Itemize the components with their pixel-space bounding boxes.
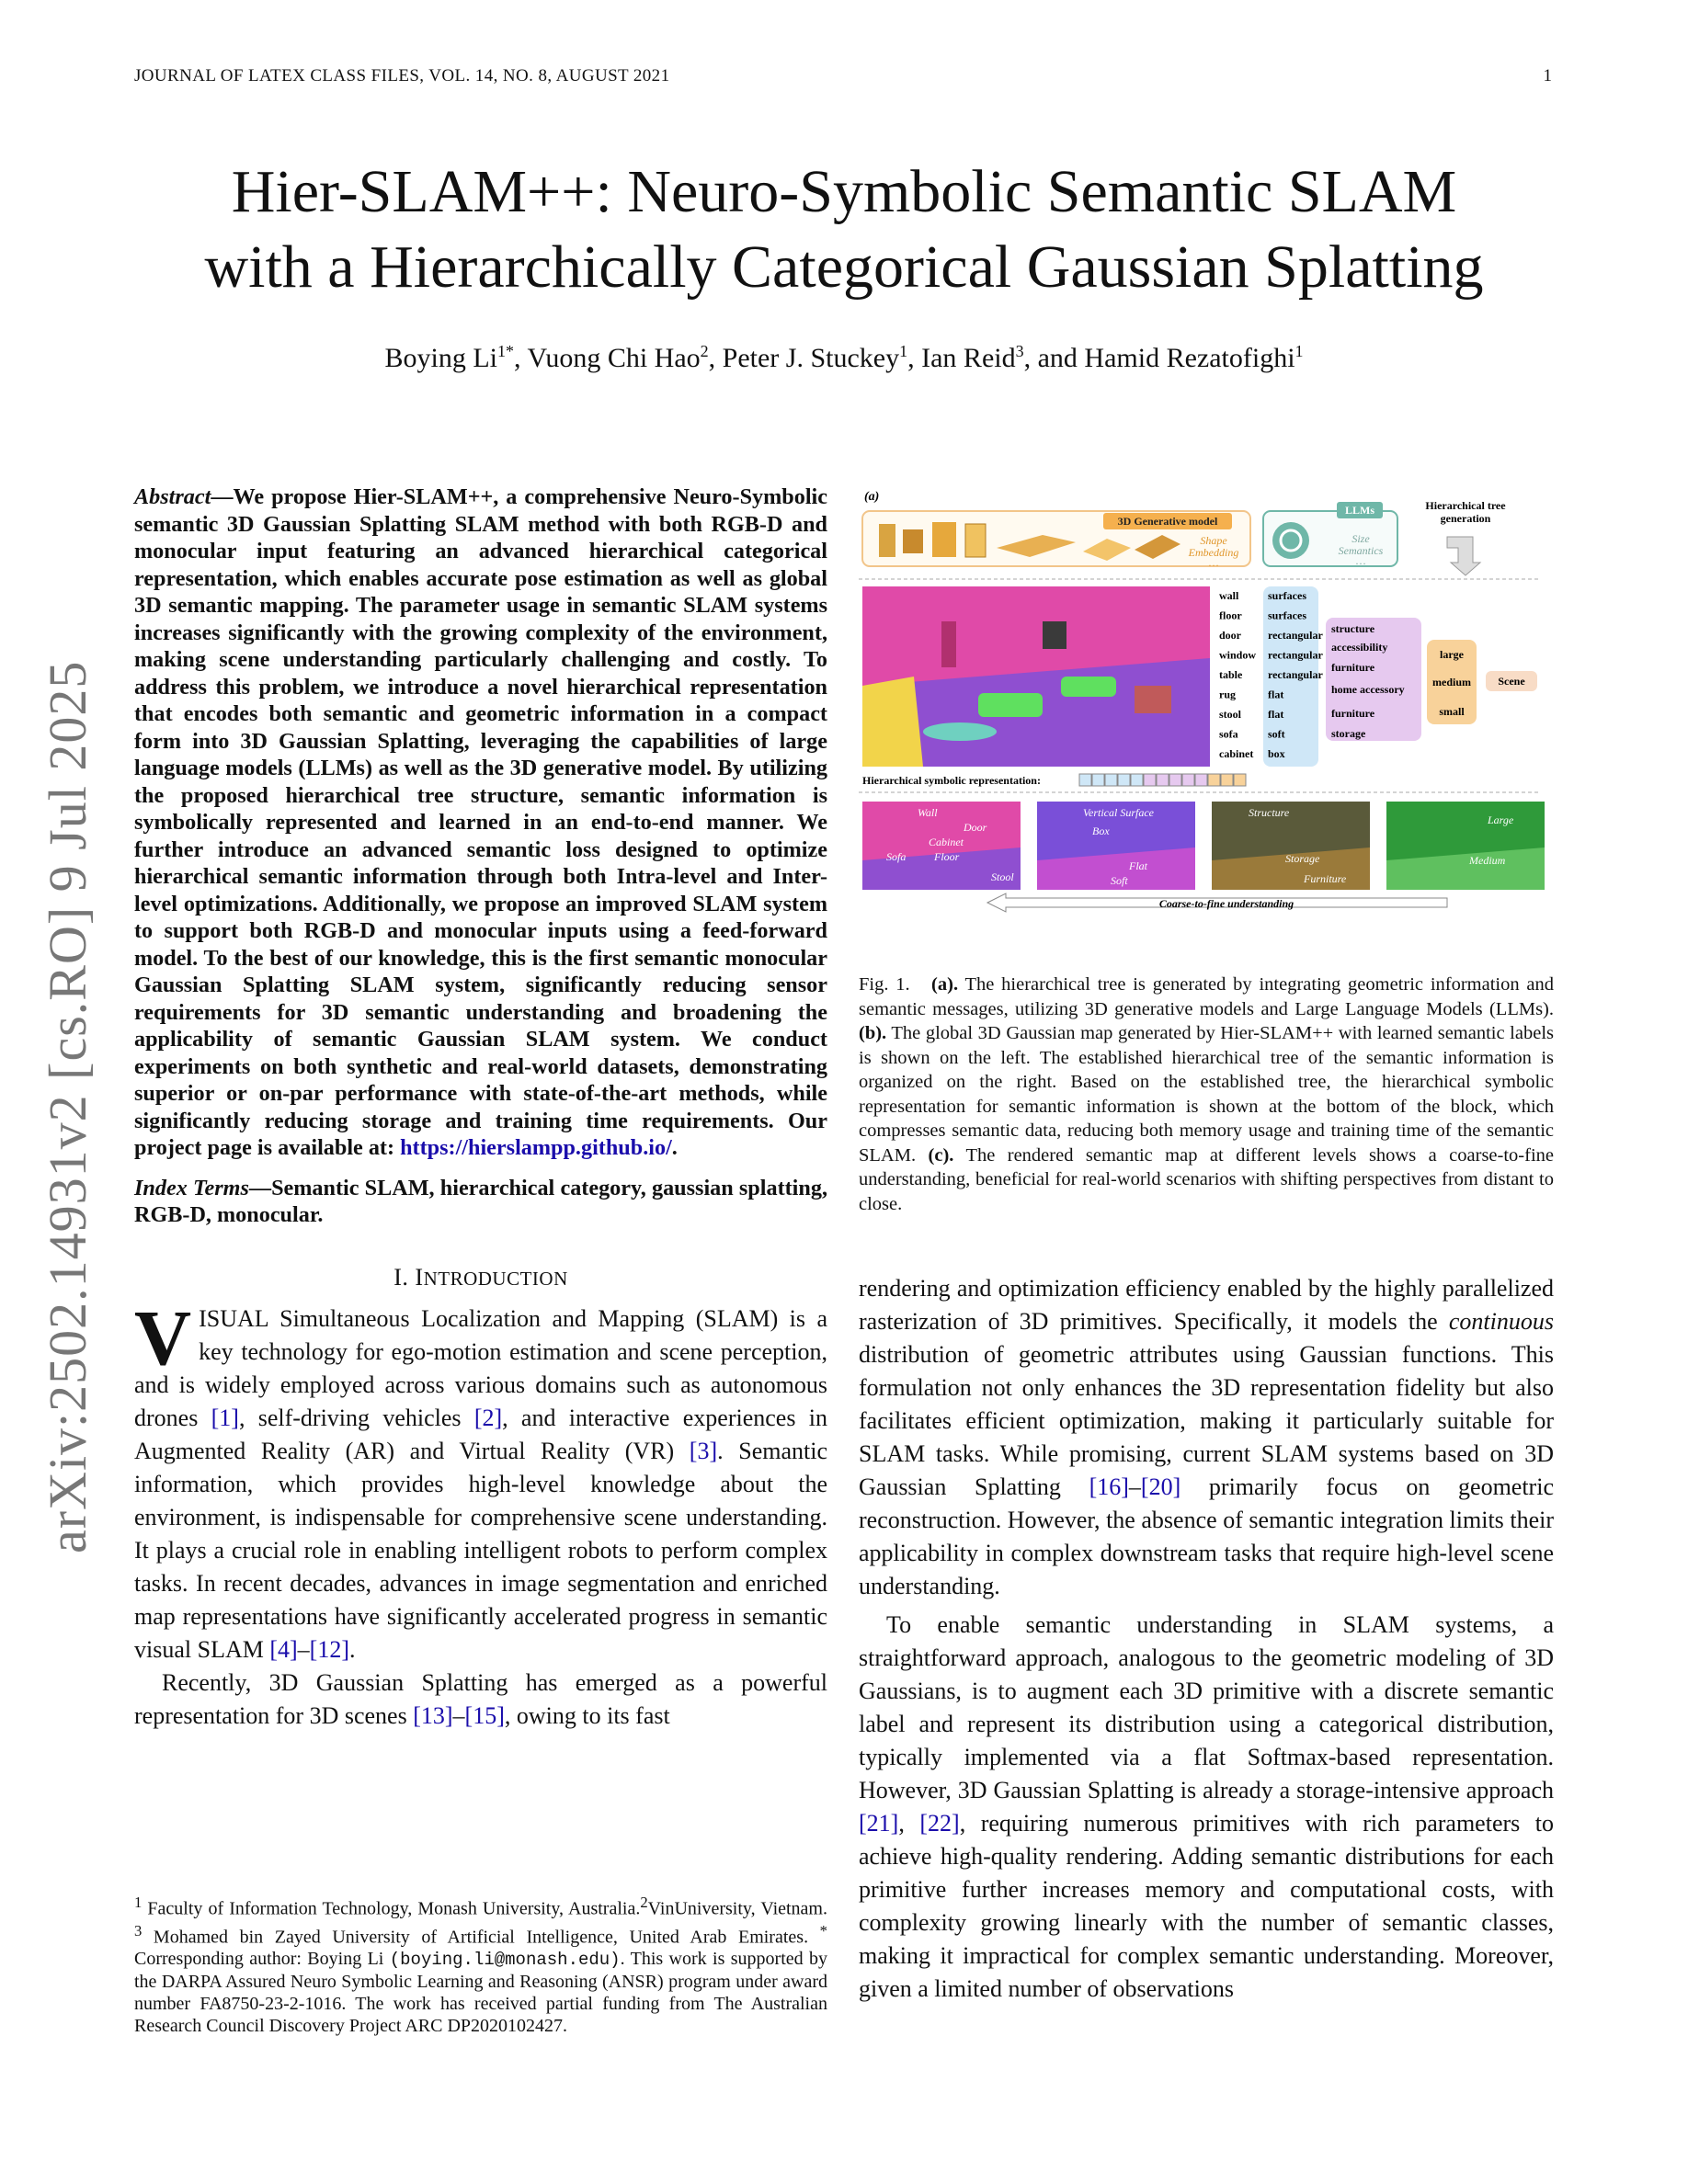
furniture-thumbnail <box>903 529 923 553</box>
abstract-text: —We propose Hier-SLAM++, a comprehensive Neuro-Symbolic semantic 3D Gaussian Splatting SLAM method with both RGB-D and monocular input featuring an advanced hierarchical categorical representation, which enables accurate pose estimation as well as global 3D semantic mapping. The parameter usage in semantic SLAM systems increases significantly with the growing complexity of the environment, making scene understanding particularly challenging and costly. To address this problem, we introduce a novel hierarchical representation that encodes both semantic and geometric information in a compact form into 3D Gaussian Splatting, leveraging the capabilities of large language models (LLMs) as well as the 3D generative model. By utilizing the proposed hierarchical tree structure, semantic information is symbolically represented and learned in an end-to-end manner. We further introduce an advanced semantic loss designed to optimize hierarchical semantic information through both Intra-level and Inter-level optimizations. Additionally, we propose an improved SLAM system to support both RGB-D and monocular inputs using a feed-forward model. To the best of our knowledge, this is the first semantic monocular Gaussian Splatting SLAM system, significantly reducing sensor requirements for 3D semantic understanding and broadening the applicability of semantic Gaussian SLAM system. We conduct experiments on both synthetic and real-world datasets, demonstrating superior or on-par performance with state-of-the-art methods, while significantly reducing storage and training time requirements. Our project page is available at: <box>134 484 827 1160</box>
render-label: Cabinet <box>929 836 964 848</box>
footnote-text: Mohamed bin Zayed University of Artificial Intelligence, United Arab Emirates. <box>142 1927 820 1948</box>
tree-leaf-label: cabinet <box>1219 747 1254 760</box>
symbolic-cell <box>1169 774 1181 786</box>
map-object <box>862 677 923 767</box>
figure-1-graphic <box>859 483 1554 916</box>
footnote-mark: 1 <box>134 1894 143 1911</box>
author: Hamid Rezatofighi <box>1084 343 1295 373</box>
symbolic-cell <box>1105 774 1117 786</box>
symbolic-cell <box>1234 774 1246 786</box>
size-semantics-ellipsis: … <box>1355 554 1366 567</box>
map-object <box>923 722 997 741</box>
tree-level-1-label: soft <box>1268 727 1285 741</box>
section-title-first: I <box>415 1263 424 1291</box>
scene-label: Scene <box>1498 675 1525 688</box>
caption-part-label: (c). <box>928 1144 954 1166</box>
caption-prefix: Fig. 1. <box>859 974 910 995</box>
tree-level-2-label: furniture <box>1331 707 1375 720</box>
symbolic-cell <box>1079 774 1091 786</box>
abstract-end: . <box>671 1135 678 1160</box>
tree-level-2-label: storage <box>1331 727 1366 740</box>
render-label: Structure <box>1249 806 1290 819</box>
render-label: Floor <box>934 850 960 863</box>
tree-generation-label: generation <box>1440 512 1491 525</box>
abstract <box>134 483 827 1162</box>
figure-1 <box>859 483 1554 916</box>
tree-leaf-label: floor <box>1219 609 1242 622</box>
generative-model-label: 3D Generative model <box>1117 515 1218 528</box>
project-page-link[interactable]: https://hierslampp.github.io/ <box>400 1135 672 1160</box>
render-label: Sofa <box>886 850 907 863</box>
citation-link[interactable]: [21] <box>859 1810 899 1837</box>
section-number: I. <box>393 1263 409 1291</box>
index-terms-label: Index Terms <box>134 1175 249 1200</box>
render-label: Furniture <box>1304 872 1347 885</box>
symbolic-cell <box>1182 774 1194 786</box>
author: Vuong Chi Hao <box>527 343 701 373</box>
paper-title <box>129 154 1559 305</box>
tree-leaf-label: window <box>1219 648 1257 662</box>
author-affiliation: 1* <box>496 342 514 360</box>
section-title-rest: NTRODUCTION <box>423 1267 568 1290</box>
render-label: Large <box>1488 813 1514 826</box>
render-label: Flat <box>1129 859 1147 872</box>
section-heading <box>134 1264 827 1291</box>
symbolic-cell <box>1118 774 1130 786</box>
author-affiliation: 3 <box>1015 342 1024 360</box>
citation-dash: – <box>297 1635 310 1663</box>
tree-leaf-label: wall <box>1219 589 1239 602</box>
body-text-span: distribution of geometric attributes using Gaussian functions. This formulation not only enhances the 3D representation fidelity but also facilitates efficient optimization, making it particularly suitable for SLAM tasks. While promising, current SLAM systems based on 3D Gaussian Splatting <box>859 1341 1554 1500</box>
title-line-1: Hier-SLAM++: Neuro-Symbolic Semantic SLAM <box>231 158 1457 225</box>
furniture-thumbnail <box>932 522 956 557</box>
caption-part-label: (b). <box>859 1023 887 1043</box>
running-header: JOURNAL OF LATEX CLASS FILES, VOL. 14, NO. 8, AUGUST 2021 <box>134 66 670 85</box>
render-label: Wall <box>918 806 938 819</box>
citation-link[interactable]: [15] <box>464 1701 505 1729</box>
left-column <box>134 483 827 1733</box>
map-object <box>978 693 1043 717</box>
tree-level-3-label: small <box>1439 705 1465 718</box>
symbolic-cell <box>1208 774 1220 786</box>
index-terms <box>134 1175 827 1229</box>
render-label: Soft <box>1111 874 1128 887</box>
render-label: Medium <box>1469 854 1506 867</box>
footnote-text: Corresponding author: Boying Li <box>134 1949 390 1970</box>
citation-dash: – <box>452 1701 465 1729</box>
symbolic-bar <box>1079 774 1246 786</box>
footnote-mark: 3 <box>134 1921 143 1939</box>
tree-leaf-label: sofa <box>1219 727 1238 741</box>
citation-link[interactable]: [3] <box>689 1437 718 1464</box>
render-label: Storage <box>1285 852 1320 865</box>
body-text-span: rendering and optimization efficiency enabled by the highly parallelized rasterization of 3D primitives. Specifically, it models the <box>859 1275 1554 1335</box>
tree-level-3-label: large <box>1440 648 1464 661</box>
tree-leaf-label: stool <box>1219 708 1241 721</box>
tree-level-2-label: furniture <box>1331 661 1375 674</box>
author-affiliation: 1 <box>1295 342 1304 360</box>
caption-part-label: (a). <box>931 974 959 995</box>
intro-text <box>134 1292 827 1733</box>
author: Ian Reid <box>921 343 1016 373</box>
map-object <box>1043 621 1066 649</box>
llm-icon <box>1272 522 1309 559</box>
symbolic-cell <box>1144 774 1156 786</box>
shape-embedding-ellipsis: … <box>1208 556 1219 569</box>
citation-dash: – <box>1128 1473 1141 1500</box>
panel-a-label: (a) <box>864 490 880 504</box>
tree-level-2-box <box>1326 618 1421 741</box>
index-terms-text: —Semantic SLAM, hierarchical category, gaussian splatting, RGB-D, monocular. <box>134 1175 827 1227</box>
page-number: 1 <box>1543 66 1552 85</box>
render-label: Stool <box>991 870 1014 883</box>
citation-link[interactable]: [12] <box>309 1635 349 1663</box>
body-text-span: To enable semantic understanding in SLAM systems, a straightforward approach, analogous to the geometric modeling of 3D Gaussians, is to augment each 3D primitive with a discrete semantic label and represent its distribution using a categorical distribution, typically implemented via a flat Softmax-based representation. However, 3D Gaussian Splatting is already a storage-intensive approach <box>859 1611 1554 1803</box>
coarse-to-fine-label: Coarse-to-fine understanding <box>1158 897 1295 910</box>
right-column-text <box>859 1272 1554 2006</box>
map-object <box>941 621 956 667</box>
citation-link[interactable]: [4] <box>269 1635 298 1663</box>
render-label: Door <box>964 821 987 834</box>
body-text-span: , <box>898 1810 920 1837</box>
footnote-mark: * <box>819 1921 827 1939</box>
dropcap: V <box>134 1292 192 1382</box>
symbolic-cell <box>1092 774 1104 786</box>
tree-level-1-label: flat <box>1268 688 1284 701</box>
size-semantics-label: Size <box>1352 532 1370 545</box>
tree-level-1-label: rectangular <box>1268 629 1323 642</box>
caption-text: The global 3D Gaussian map generated by Hier-SLAM++ with learned semantic labels is shown on the left. The established hierarchical tree of the semantic information is organized on the right. Based on the established tree, the hierarchical symbolic representation for semantic information is shown at the bottom of the block, which compresses semantic data, reducing both memory usage and training time of the semantic SLAM. <box>859 1023 1554 1166</box>
intro-text-span: Simultaneous Localization and Mapping (SLAM) is a key technology for ego-motion estimation and scene perception, and is widely employed across various domains such as autonomous drones <box>134 1304 827 1431</box>
intro-lead: ISUAL <box>199 1304 268 1332</box>
intro-text-span: , self-driving vehicles <box>238 1404 474 1431</box>
furniture-thumbnail <box>965 524 986 557</box>
symbolic-cell <box>1221 774 1233 786</box>
citation-link[interactable]: [22] <box>919 1810 960 1837</box>
intro-text-span: , owing to its fast <box>504 1701 670 1729</box>
intro-text-span: Recently, 3D Gaussian Splatting has emerged as a powerful representation for 3D scenes <box>134 1668 827 1729</box>
tree-generation-label: Hierarchical tree <box>1425 499 1506 512</box>
tree-level-1-label: surfaces <box>1268 609 1306 622</box>
tree-level-2-label: home accessory <box>1331 683 1405 696</box>
intro-paragraph-1 <box>134 1292 827 1666</box>
right-paragraph-2 <box>859 1609 1554 2006</box>
body-text-span: , requiring numerous primitives with rich parameters to achieve high-quality rendering. Adding semantic distributions for each primitive further increases memory and computational costs, with complexity growing linearly with the number of semantic classes, making it impractical for complex semantic understanding. Moreover, given a limited number of observations <box>859 1810 1554 2002</box>
render-label: Vertical Surface <box>1083 806 1154 819</box>
arxiv-stamp: arXiv:2502.14931v2 [cs.RO] 9 Jul 2025 <box>38 660 97 1553</box>
citation-link[interactable]: [20] <box>1140 1473 1181 1500</box>
shape-embedding-label: Embedding <box>1188 546 1239 559</box>
intro-paragraph-2 <box>134 1666 827 1733</box>
title-line-2: with a Hierarchically Categorical Gaussian Splatting <box>204 233 1484 301</box>
author: Peter J. Stuckey <box>722 343 900 373</box>
symbolic-cell <box>1157 774 1169 786</box>
map-object <box>1135 686 1171 713</box>
tree-level-3-label: medium <box>1432 676 1471 688</box>
llm-label: LLMs <box>1344 504 1375 517</box>
caption-text: The rendered semantic map at different levels shows a coarse-to-fine understanding, beneficial for real-world scenarios with shifting perspectives from distant to close. <box>859 1144 1554 1214</box>
author-affiliation: 2 <box>700 342 709 360</box>
symbolic-representation-label: Hierarchical symbolic representation: <box>862 774 1041 787</box>
intro-text-span: , and interactive experiences in Augmented Reality (AR) and Virtual Reality (VR) <box>134 1404 827 1464</box>
tree-level-1-label: surfaces <box>1268 589 1306 602</box>
footnote-text: VinUniversity, Vietnam. <box>647 1898 827 1919</box>
footnote <box>134 1892 827 2037</box>
tree-level-2-label: accessibility <box>1331 641 1388 654</box>
intro-text-span: . <box>349 1635 356 1663</box>
body-text-span: primarily focus on geometric reconstruction. However, the absence of semantic integration limits their applicability in complex downstream tasks that require high-level scene understanding. <box>859 1473 1554 1599</box>
tree-level-1-label: rectangular <box>1268 648 1323 662</box>
down-arrow-icon <box>1447 537 1480 575</box>
citation-link[interactable]: [16] <box>1089 1473 1129 1500</box>
tree-leaf-label: table <box>1219 668 1243 681</box>
tree-level-1-label: box <box>1268 747 1285 760</box>
furniture-thumbnail <box>879 524 895 557</box>
size-semantics-label: Semantics <box>1338 544 1384 557</box>
caption-text: The hierarchical tree is generated by integrating geometric information and semantic messages, utilizing 3D generative models and Large Language Models (LLMs). <box>859 974 1554 1019</box>
tree-leaf-label: rug <box>1219 688 1236 701</box>
email-address[interactable]: (boying.li@monash.edu) <box>389 1950 621 1971</box>
citation-link[interactable]: [2] <box>473 1404 503 1431</box>
tree-leaf-label: door <box>1219 629 1241 642</box>
emphasis: continuous <box>1448 1308 1554 1335</box>
author-affiliation: 1 <box>899 342 908 360</box>
symbolic-cell <box>1195 774 1207 786</box>
tree-level-1-label: flat <box>1268 708 1284 721</box>
footnote-text: . This work is supported by the DARPA Assured Neuro Symbolic Learning and Reasoning (ANSR) program under award number FA8750-23-2-1016. The work has received partial funding from The Australian Research Council Discovery Project ARC DP2020102427. <box>134 1949 828 2037</box>
render-label: Box <box>1092 825 1110 837</box>
right-paragraph-1 <box>859 1272 1554 1603</box>
abstract-label: Abstract <box>134 484 211 509</box>
tree-level-0 <box>1219 589 1256 760</box>
citation-link[interactable]: [1] <box>211 1404 239 1431</box>
tree-level-1-label: rectangular <box>1268 668 1323 681</box>
shape-embedding-label: Shape <box>1200 534 1227 547</box>
tree-level-2-label: structure <box>1331 622 1375 635</box>
footnote-text: Faculty of Information Technology, Monash University, Australia. <box>142 1898 641 1919</box>
footnote-mark: 2 <box>640 1894 648 1911</box>
author: Boying Li <box>384 343 497 373</box>
figure-caption <box>859 973 1554 1216</box>
citation-link[interactable]: [13] <box>413 1701 453 1729</box>
intro-text-span: . Semantic information, which provides high-level knowledge about the environment, is indispensable for comprehensive scene understanding. It plays a crucial role in enabling intelligent robots to perform complex tasks. In recent decades, advances in image segmentation and enriched map representations have significantly accelerated progress in semantic visual SLAM <box>134 1437 827 1663</box>
map-object <box>1061 677 1116 697</box>
symbolic-cell <box>1131 774 1143 786</box>
author-list: Boying $Li^{1*}$, Vuong Chi Hao$^2$, Peter J. Stuckey$^1$, Ian Reid$^3$, and Hamid Rezatofighi$^1$ <box>384 342 1304 373</box>
